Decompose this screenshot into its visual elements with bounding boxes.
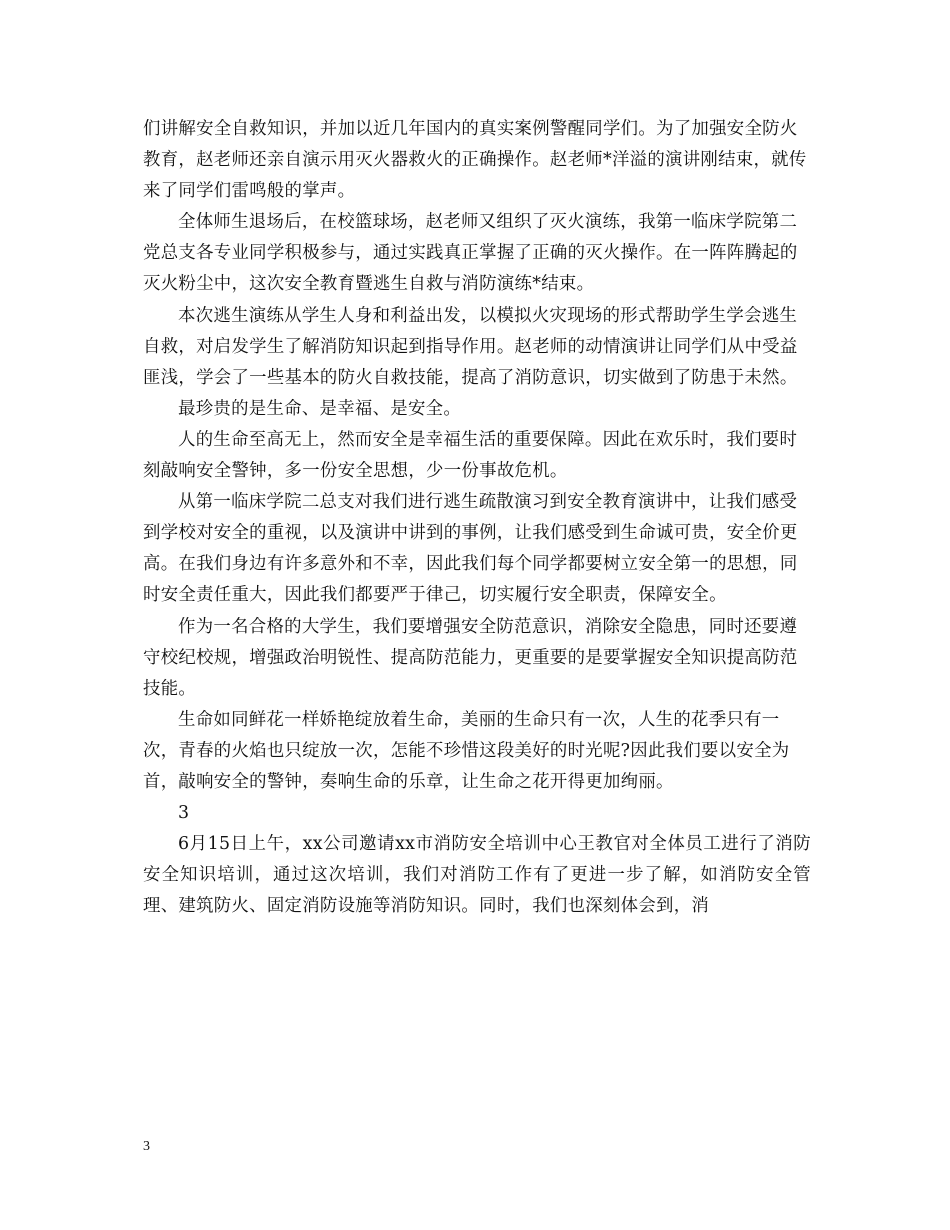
paragraph-1: 们讲解安全自救知识，并加以近几年国内的真实案例警醒同学们。为了加强安全防火教育，赵老师还亲自演示用灭火器救火的正确操作。赵老师*洋溢的演讲刚结束，就传来了同学们雷鸣般的掌声。 [143, 119, 807, 202]
body-text [143, 114, 811, 922]
paragraph-6: 从第一临床学院二总支对我们进行逃生疏散演习到安全教育演讲中，让我们感受到学校对安全的重视，以及演讲中讲到的事例，让我们感受到生命诚可贵，安全价更高。在我们身边有许多意外和不幸，因此我们每个同学都要树立安全第一的思想，同时安全责任重大，因此我们都要严于律己，切实履行安全职责，保障安全。 [143, 492, 798, 606]
paragraph-8: 生命如同鲜花一样娇艳绽放着生命，美丽的生命只有一次，人生的花季只有一次，青春的火焰也只绽放一次，怎能不珍惜这段美好的时光呢?因此我们要以安全为首，敲响安全的警钟，奏响生命的乐章，让生命之花开得更加绚丽。 [143, 709, 790, 792]
page-number: 3 [143, 1139, 150, 1154]
paragraph-4: 最珍贵的是生命、是幸福、是安全。 [178, 398, 462, 419]
paragraph-3: 本次逃生演练从学生人身和利益出发，以模拟火灾现场的形式帮助学生学会逃生自救，对启发学生了解消防知识起到指导作用。赵老师的动情演讲让同学们从中受益匪浅，学会了一些基本的防火自救技能，提高了消防意识，切实做到了防患于未然。 [143, 305, 798, 388]
paragraph-2: 全体师生退场后，在校篮球场，赵老师又组织了灭火演练，我第一临床学院第二党总支各专业同学积极参与，通过实践真正掌握了正确的灭火操作。在一阵阵腾起的灭火粉尘中，这次安全教育暨逃生自救与消防演练*结束。 [143, 212, 798, 295]
paragraph-9: 6月15日上午，xx公司邀请xx市消防安全培训中心王教官对全体员工进行了消防安全知识培训，通过这次培训，我们对消防工作有了更进一步了解，如消防安全管理、建筑防火、固定消防设施等消防知识。同时，我们也深刻体会到，消 [143, 834, 811, 917]
paragraph-7: 作为一名合格的大学生，我们要增强安全防范意识，消除安全隐患，同时还要遵守校纪校规，增强政治明锐性、提高防范能力，更重要的是要掌握安全知识提高防范技能。 [143, 616, 798, 699]
paragraph-5: 人的生命至高无上，然而安全是幸福生活的重要保障。因此在欢乐时，我们要时刻敲响安全警钟，多一份安全思想，少一份事故危机。 [143, 429, 798, 482]
section-number: 3 [178, 803, 190, 824]
